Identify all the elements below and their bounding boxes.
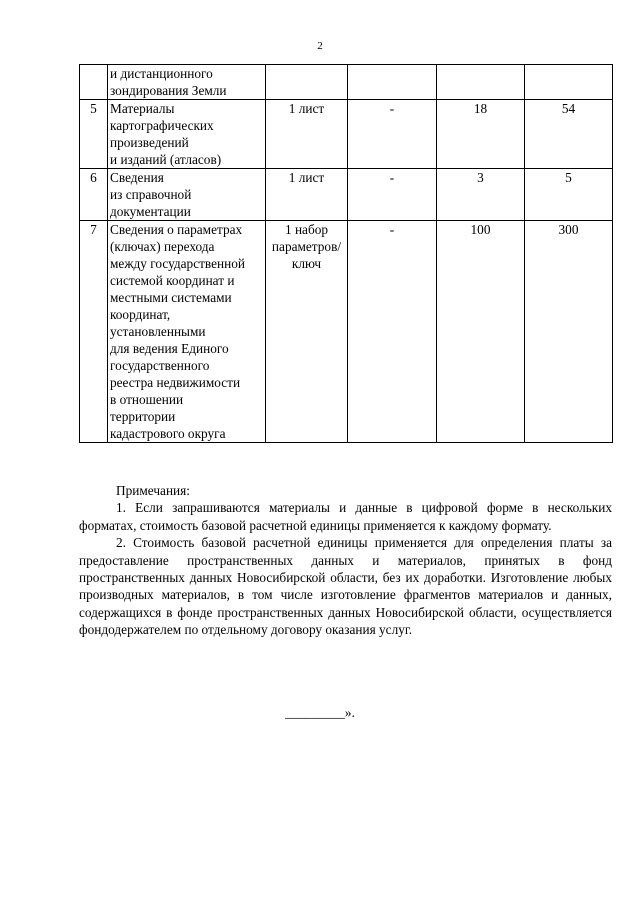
value-cell-a: - bbox=[348, 169, 437, 221]
service-name-line: картографических bbox=[110, 118, 214, 133]
row-number-cell: 5 bbox=[80, 100, 108, 169]
service-name-line: документации bbox=[110, 204, 191, 219]
service-name-line: Сведения о параметрах bbox=[110, 222, 243, 237]
service-name-line: установленными bbox=[110, 324, 206, 339]
service-name-line: местными системами bbox=[110, 290, 232, 305]
value-cell-c: 300 bbox=[525, 221, 613, 443]
service-name-line: кадастрового округа bbox=[110, 426, 226, 441]
service-name-line: в отношении bbox=[110, 392, 184, 407]
service-name-line: реестра недвижимости bbox=[110, 375, 241, 390]
notes-section bbox=[79, 482, 612, 639]
value-cell-b: 18 bbox=[437, 100, 525, 169]
service-name-cell bbox=[108, 100, 266, 169]
service-name-line: зондирования Земли bbox=[110, 83, 227, 98]
note-item-1: 1. Если запрашиваются материалы и данные в цифровой форме в нескольких форматах, стоимость базовой расчетной единицы применяется к каждому формату. bbox=[79, 500, 612, 533]
value-cell-c: 5 bbox=[525, 169, 613, 221]
service-name-line: Материалы bbox=[110, 101, 175, 116]
fees-table bbox=[79, 64, 613, 443]
service-name-line: между государственной bbox=[110, 256, 246, 271]
value-cell-a: - bbox=[348, 100, 437, 169]
unit-cell bbox=[266, 100, 348, 169]
service-name-line: и изданий (атласов) bbox=[110, 152, 222, 167]
unit-cell bbox=[266, 169, 348, 221]
value-cell-c bbox=[525, 65, 613, 100]
row-number-cell bbox=[80, 65, 108, 100]
row-number-cell: 6 bbox=[80, 169, 108, 221]
fees-table-body bbox=[80, 65, 613, 443]
page-number: 2 bbox=[317, 40, 323, 52]
unit-line: 1 лист bbox=[288, 170, 325, 185]
unit-line: 1 набор bbox=[284, 222, 329, 237]
value-cell-b: 3 bbox=[437, 169, 525, 221]
service-name-line: координат, bbox=[110, 307, 171, 322]
table-row bbox=[80, 65, 613, 100]
service-name-line: Сведения bbox=[110, 170, 164, 185]
service-name-cell bbox=[108, 169, 266, 221]
service-name-line: системой координат и bbox=[110, 273, 235, 288]
value-cell-a: - bbox=[348, 221, 437, 443]
service-name-line: (ключах) перехода bbox=[110, 239, 215, 254]
unit-cell bbox=[266, 221, 348, 443]
value-cell-c: 54 bbox=[525, 100, 613, 169]
note-item-2: 2. Стоимость базовой расчетной единицы применяется для определения платы за предоставление пространственных данных и материалов, принятых в фонд пространственных данных Новосибирской области, без их доработки. Изготовление любых производных материалов, в том числе изготовление фрагментов материалов и данных, содержащихся в фонде пространственных данных Новосибирской области, осуществляется фондодержателем по отдельному договору оказания услуг. bbox=[79, 535, 612, 638]
unit-line: 1 лист bbox=[288, 101, 325, 116]
notes-title: Примечания: bbox=[116, 483, 190, 498]
service-name-line: государственного bbox=[110, 358, 210, 373]
table-row bbox=[80, 221, 613, 443]
service-name-line: территории bbox=[110, 409, 176, 424]
service-name-line: произведений bbox=[110, 135, 189, 150]
service-name-cell bbox=[108, 65, 266, 100]
value-cell-b bbox=[437, 65, 525, 100]
unit-cell bbox=[266, 65, 348, 100]
unit-line: ключ bbox=[291, 256, 322, 271]
value-cell-a bbox=[348, 65, 437, 100]
unit-line: параметров/ bbox=[271, 239, 342, 254]
service-name-line: из справочной bbox=[110, 187, 192, 202]
service-name-line: для ведения Единого bbox=[110, 341, 229, 356]
value-cell-b: 100 bbox=[437, 221, 525, 443]
table-row bbox=[80, 169, 613, 221]
closing-line: _________». bbox=[285, 705, 355, 720]
table-row bbox=[80, 100, 613, 169]
service-name-line: и дистанционного bbox=[110, 66, 213, 81]
row-number-cell: 7 bbox=[80, 221, 108, 443]
service-name-cell bbox=[108, 221, 266, 443]
